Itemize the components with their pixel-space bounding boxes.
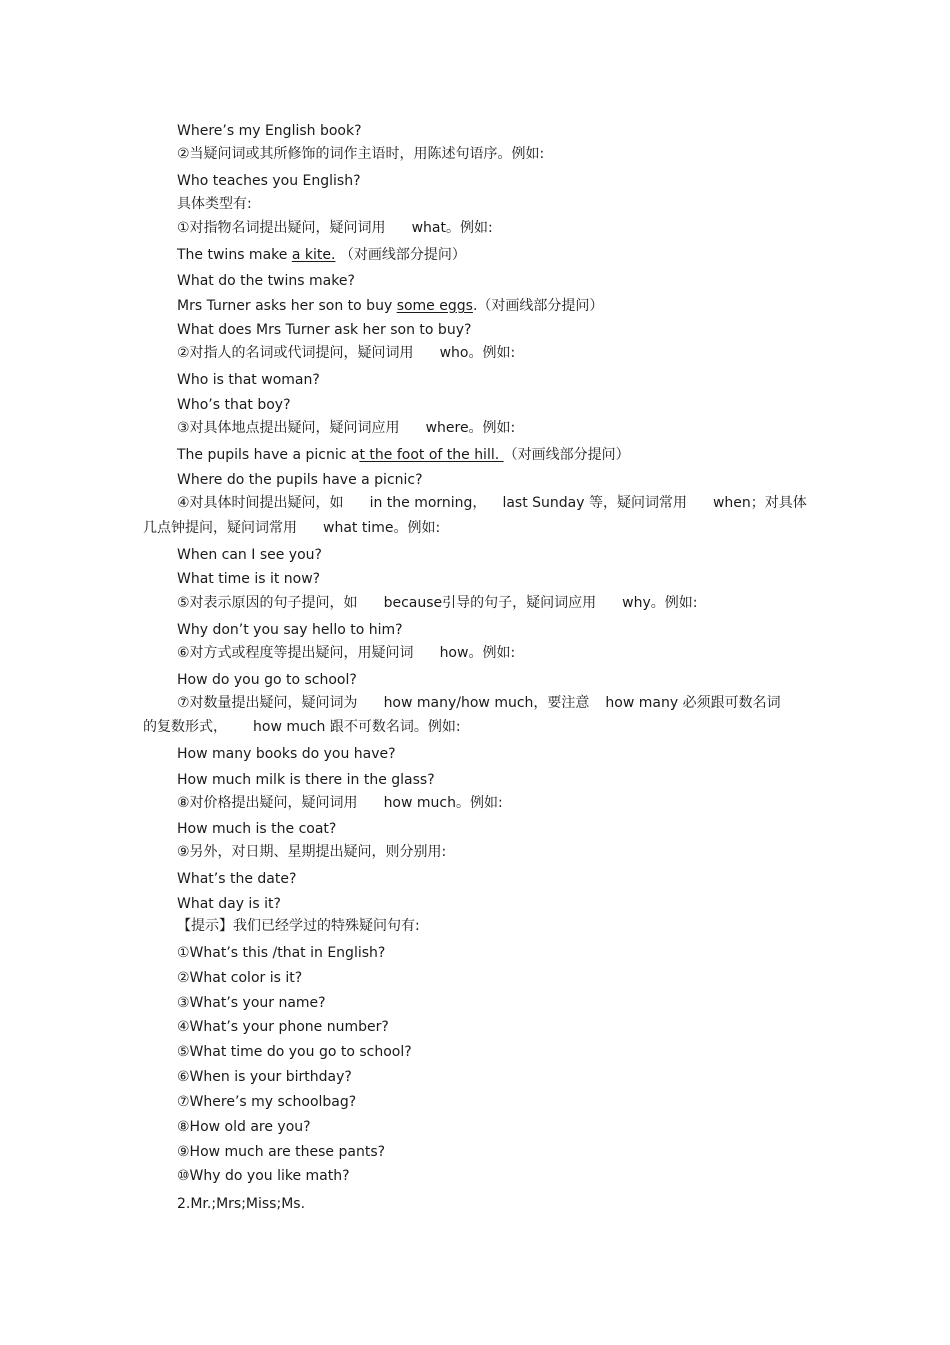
example-sentence: How much is the coat? — [177, 821, 337, 837]
instruction-note: （对画线部分提问） — [503, 447, 630, 463]
keyword: because引导的句子，疑问词应用 — [383, 595, 597, 611]
keyword: how。例如: — [439, 645, 516, 661]
rule-text: ⑨另外，对日期、星期提出疑问，则分别用: — [177, 844, 447, 860]
underlined-part: a kite. — [291, 247, 336, 263]
instruction-note: （对画线部分提问） — [335, 247, 466, 263]
rule-text-part: ⑦对数量提出疑问，疑问词为 — [177, 695, 358, 711]
rule-text — [177, 219, 493, 237]
keyword: when；对具体 — [712, 495, 807, 511]
example-sentence: What do the twins make? — [177, 273, 355, 289]
section-heading: 具体类型有: — [177, 196, 252, 212]
example-sentence — [177, 446, 630, 464]
rule-text — [143, 718, 461, 736]
rule-text — [177, 644, 515, 662]
rule-text-part: ④对具体时间提出疑问，如 — [177, 495, 344, 511]
rule-text-part: ③对具体地点提出疑问，疑问词应用 — [177, 420, 400, 436]
example-sentence: What does Mrs Turner ask her son to buy? — [177, 322, 472, 338]
underlined-part: some eggs — [396, 298, 473, 314]
rule-text — [177, 694, 781, 712]
section-heading: 2.Mr.;Mrs;Miss;Ms. — [177, 1196, 306, 1212]
example-sentence: When can I see you? — [177, 547, 322, 563]
example-sentence: Where’s my English book? — [177, 123, 362, 139]
rule-text-part: last Sunday 等，疑问词常用 — [502, 495, 687, 511]
keyword: how many/how much，要注意 — [383, 695, 590, 711]
list-item: ⑨How much are these pants? — [177, 1144, 386, 1160]
list-item: ⑤What time do you go to school? — [177, 1044, 412, 1060]
list-item: ⑧How old are you? — [177, 1119, 311, 1135]
rule-text-part: ①对指物名词提出疑问，疑问词用 — [177, 220, 386, 236]
example-sentence — [177, 246, 466, 264]
instruction-note: .（对画线部分提问） — [472, 298, 604, 314]
rule-text — [177, 594, 697, 612]
sentence-part: The twins make — [177, 247, 292, 263]
list-item: ⑦Where’s my schoolbag? — [177, 1094, 357, 1110]
example-sentence — [177, 297, 603, 315]
example-sentence: Who teaches you English? — [177, 173, 361, 189]
underlined-part: t the foot of the hill. — [359, 447, 504, 463]
rule-text — [177, 794, 503, 812]
example-sentence: Why don’t you say hello to him? — [177, 622, 403, 638]
keyword: who。例如: — [439, 345, 516, 361]
example-sentence: How much milk is there in the glass? — [177, 772, 435, 788]
sentence-part: Mrs Turner asks her son to buy — [177, 298, 397, 314]
keyword: how much 跟不可数名词。例如: — [253, 719, 461, 735]
rule-text-part: 几点钟提问，疑问词常用 — [143, 520, 297, 536]
keyword: why。例如: — [622, 595, 698, 611]
keyword: what。例如: — [411, 220, 493, 236]
list-item: ③What’s your name? — [177, 995, 326, 1011]
example-sentence: How many books do you have? — [177, 746, 396, 762]
list-item: ④What’s your phone number? — [177, 1019, 389, 1035]
example-sentence: Who’s that boy? — [177, 397, 291, 413]
example-sentence: What’s the date? — [177, 871, 297, 887]
rule-text — [177, 494, 807, 512]
example-sentence: Who is that woman? — [177, 372, 320, 388]
rule-text-part: ⑥对方式或程度等提出疑问，用疑问词 — [177, 645, 414, 661]
tip-heading: 【提示】我们已经学过的特殊疑问句有: — [177, 918, 420, 934]
rule-text-part: ⑤对表示原因的句子提问，如 — [177, 595, 358, 611]
list-item: ②What color is it? — [177, 970, 303, 986]
example-sentence: How do you go to school? — [177, 672, 357, 688]
example-sentence: What day is it? — [177, 896, 281, 912]
rule-text — [143, 519, 440, 537]
list-item: ⑩Why do you like math? — [177, 1168, 350, 1184]
keyword: how much。例如: — [383, 795, 503, 811]
rule-text — [177, 419, 515, 437]
rule-text-part: ⑧对价格提出疑问，疑问词用 — [177, 795, 358, 811]
keyword: what time。例如: — [323, 520, 441, 536]
sentence-part: The pupils have a picnic a — [177, 447, 360, 463]
rule-text — [177, 344, 515, 362]
example-sentence: What time is it now? — [177, 571, 321, 587]
list-item: ⑥When is your birthday? — [177, 1069, 352, 1085]
rule-text-part: 的复数形式， — [143, 719, 227, 735]
rule-text-part: how many 必须跟可数名词 — [605, 695, 781, 711]
rule-text: ②当疑问词或其所修饰的词作主语时，用陈述句语序。例如: — [177, 146, 545, 162]
list-item: ①What’s this /that in English? — [177, 945, 386, 961]
rule-text-part: ②对指人的名词或代词提问，疑问词用 — [177, 345, 414, 361]
keyword: where。例如: — [425, 420, 516, 436]
example-sentence: Where do the pupils have a picnic? — [177, 472, 423, 488]
keyword: in the morning， — [369, 495, 487, 511]
